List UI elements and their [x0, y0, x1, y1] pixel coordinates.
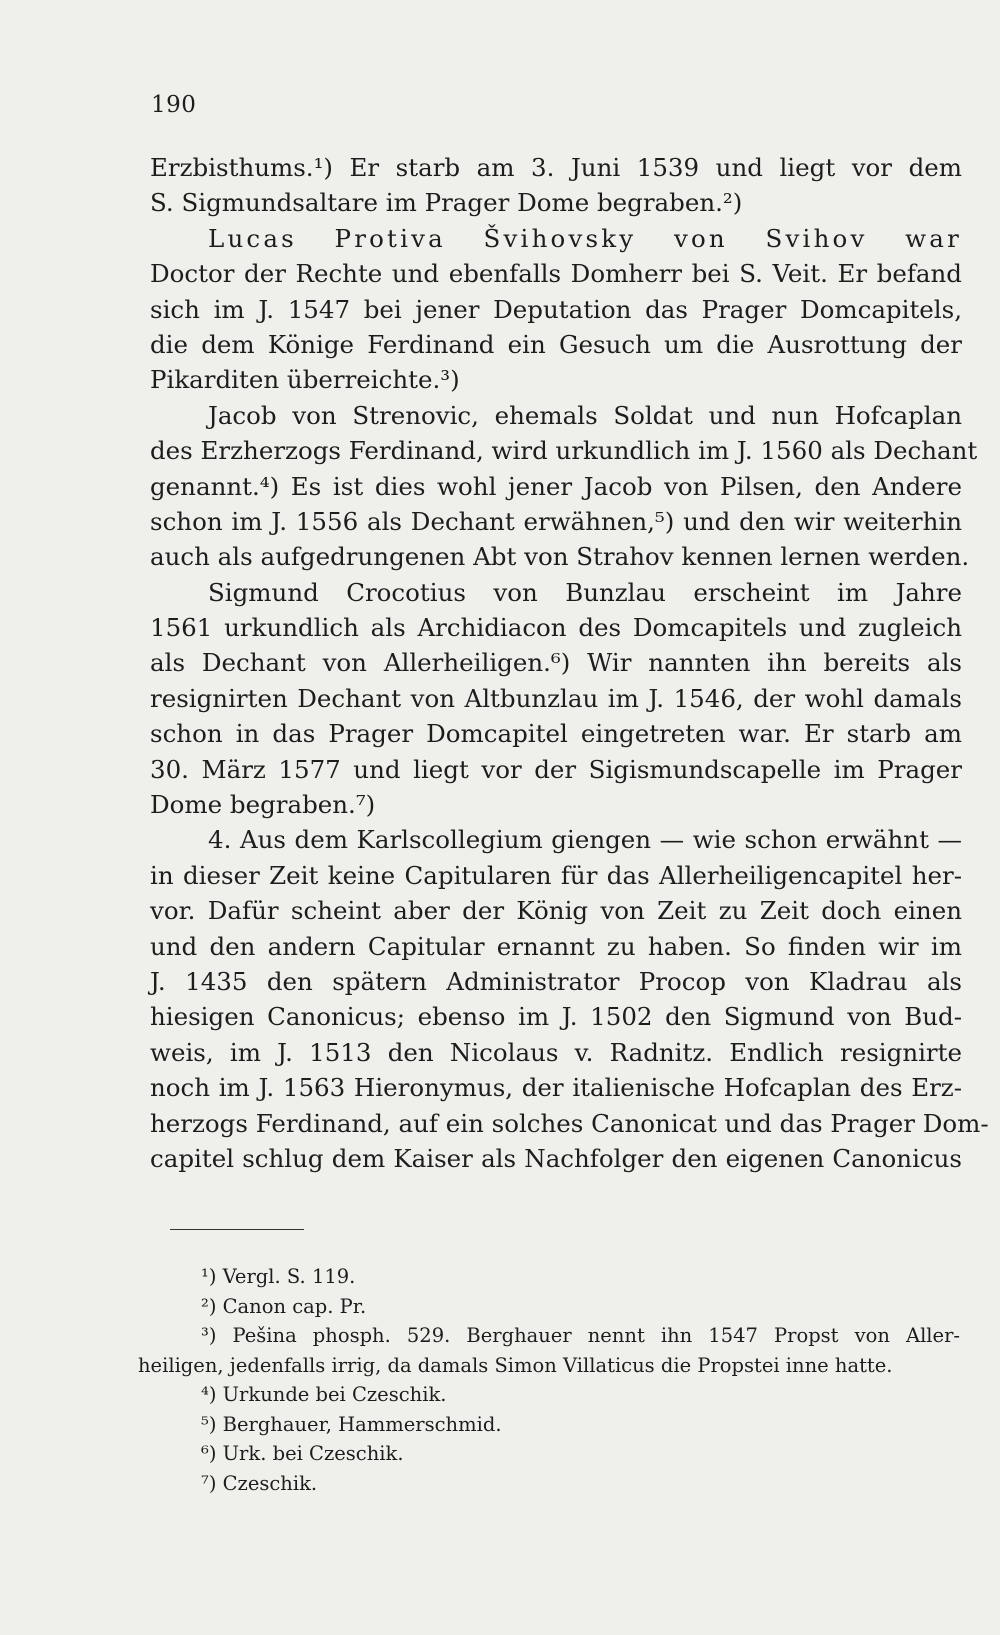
- text-line: Sigmund Crocotius von Bunzlau erscheint im Jahre: [208, 577, 962, 607]
- text-line: Lucas Protiva Švihovsky von Svihov war: [208, 223, 962, 253]
- footnote: ³) Pešina phosph. 529. Berghauer nennt ihn 1547 Propst von Aller-: [201, 1324, 960, 1347]
- footnote: ⁵) Berghauer, Hammerschmid.: [201, 1412, 502, 1436]
- text-line: capitel schlug dem Kaiser als Nachfolger den eigenen Canonicus: [150, 1143, 962, 1173]
- text-line: herzogs Ferdinand, auf ein solches Canonicat und das Prager Dom-: [150, 1108, 989, 1138]
- footnote: ²) Canon cap. Pr.: [201, 1294, 367, 1318]
- text-line: Erzbisthums.¹) Er starb am 3. Juni 1539 und liegt vor dem: [150, 153, 962, 182]
- text-line: schon in das Prager Domcapitel eingetreten war. Er starb am: [150, 719, 962, 749]
- text-line: genannt.⁴) Es ist dies wohl jener Jacob von Pilsen, den Andere: [150, 471, 962, 501]
- text-line: resignirten Dechant von Altbunzlau im J. 1546, der wohl damals: [150, 683, 962, 713]
- footnotes: [138, 1262, 960, 1498]
- footnote: ⁶) Urk. bei Czeschik.: [201, 1442, 404, 1465]
- text-line: als Dechant von Allerheiligen.⁶) Wir nannten ihn bereits als: [150, 648, 962, 678]
- main-text: [150, 150, 989, 1176]
- text-line: die dem Könige Ferdinand ein Gesuch um die Ausrottung der: [150, 329, 962, 359]
- text-line: noch im J. 1563 Hieronymus, der italienische Hofcaplan des Erz-: [150, 1073, 962, 1103]
- footnote: ⁷) Czeschik.: [201, 1471, 318, 1495]
- text-line: vor. Dafür scheint aber der König von Zeit zu Zeit doch einen: [150, 896, 962, 926]
- text-line: 30. März 1577 und liegt vor der Sigismundscapelle im Prager: [150, 754, 962, 784]
- footnote-continuation: heiligen, jedenfalls irrig, da damals Simon Villaticus die Propstei inne hatte.: [138, 1353, 893, 1377]
- text-line: sich im J. 1547 bei jener Deputation das Prager Domcapitels,: [150, 294, 962, 324]
- text-line: in dieser Zeit keine Capitularen für das Allerheiligencapitel her-: [150, 860, 962, 890]
- footnote: ⁴) Urkunde bei Czeschik.: [201, 1383, 447, 1406]
- text-line: hiesigen Canonicus; ebenso im J. 1502 den Sigmund von Bud-: [150, 1002, 962, 1032]
- text-line: J. 1435 den spätern Administrator Procop von Kladrau als: [150, 966, 962, 996]
- footnote: ¹) Vergl. S. 119.: [201, 1265, 356, 1288]
- text-line: S. Sigmundsaltare im Prager Dome begraben.²): [150, 188, 743, 218]
- text-line: Pikarditen überreichte.³): [150, 365, 460, 395]
- text-line: schon im J. 1556 als Dechant erwähnen,⁵) und den wir weiterhin: [150, 506, 962, 536]
- text-line: weis, im J. 1513 den Nicolaus v. Radnitz. Endlich resignirte: [150, 1037, 962, 1067]
- footnote-divider: [170, 1229, 304, 1230]
- text-line: Dome begraben.⁷): [150, 790, 376, 820]
- text-line: 4. Aus dem Karlscollegium giengen — wie schon erwähnt —: [208, 825, 962, 855]
- text-line: Doctor der Rechte und ebenfalls Domherr bei S. Veit. Er befand: [150, 259, 962, 289]
- text-line: 1561 urkundlich als Archidiacon des Domcapitels und zugleich: [150, 613, 962, 643]
- text-line: auch als aufgedrungenen Abt von Strahov kennen lernen werden.: [150, 542, 970, 572]
- text-line: des Erzherzogs Ferdinand, wird urkundlich im J. 1560 als Dechant: [150, 436, 978, 466]
- text-line: Jacob von Strenovic, ehemals Soldat und nun Hofcaplan: [208, 400, 962, 430]
- text-line: und den andern Capitular ernannt zu haben. So finden wir im: [150, 931, 962, 961]
- page-number: 190: [151, 92, 197, 118]
